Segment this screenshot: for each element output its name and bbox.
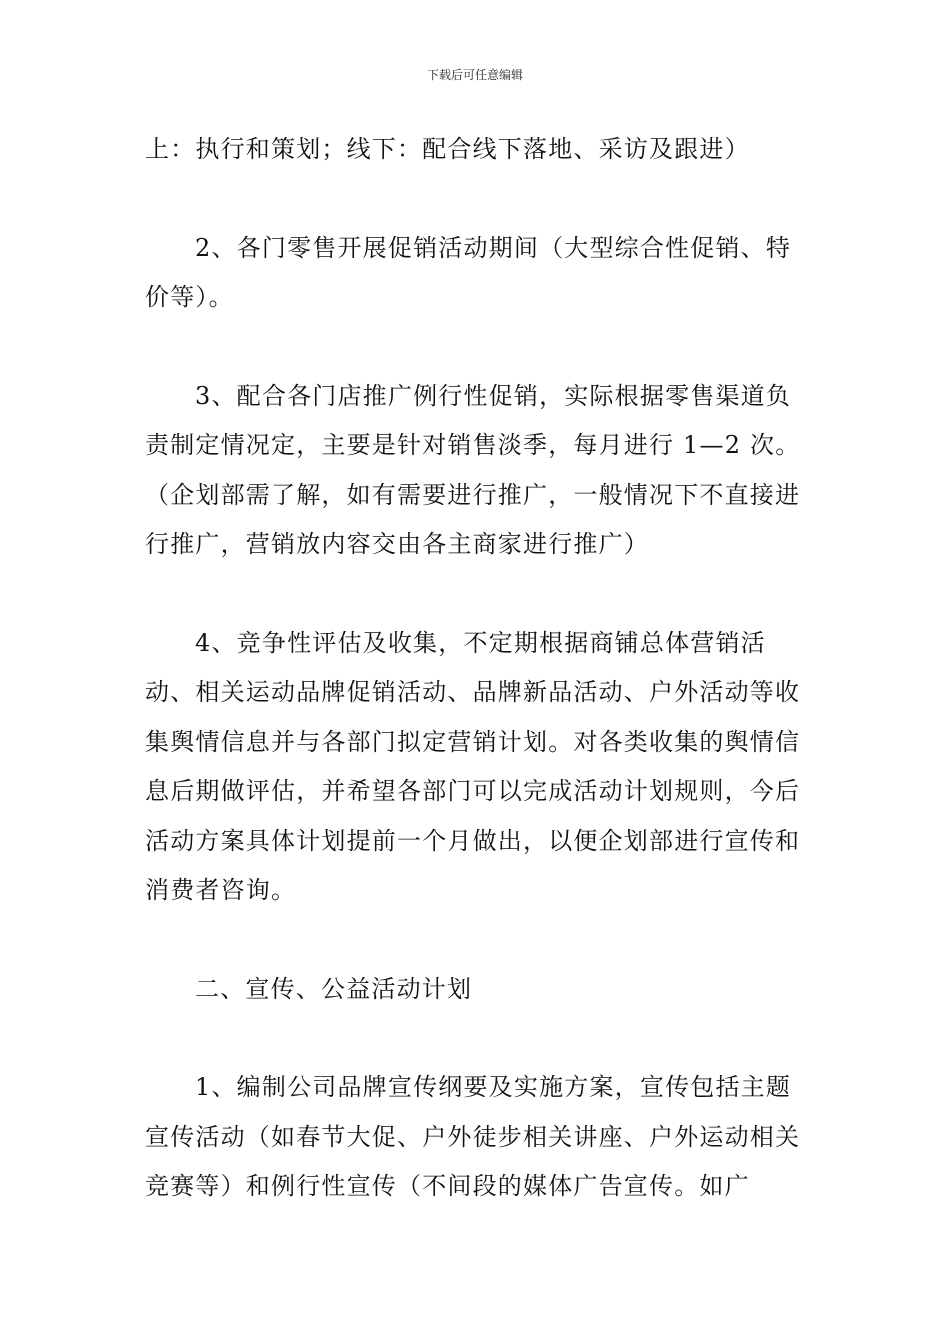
- section-heading: 二、宣传、公益活动计划: [195, 974, 473, 1003]
- paragraph-item-3: 3、配合各门店推广例行性促销，实际根据零售渠道负责制定情况定，主要是针对销售淡季，每月进行 1—2 次。（企划部需了解，如有需要进行推广，一般情况下不直接进行推广，营销放内容交由各主商家进行推广）: [145, 381, 801, 558]
- page-header: 下载后可任意编辑: [426, 68, 523, 82]
- document-body: [145, 125, 810, 1212]
- paragraph-item-2: 2、各门零售开展促销活动期间（大型综合性促销、特价等）。: [145, 233, 792, 311]
- paragraph-continuation: 上：执行和策划；线下：配合线下落地、采访及跟进）: [145, 135, 750, 163]
- paragraph-item-4: 4、竞争性评估及收集，不定期根据商铺总体营销活动、相关运动品牌促销活动、品牌新品活动、户外活动等收集舆情信息并与各部门拟定营销计划。对各类收集的舆情信息后期做评估，并希望各部门可以完成活动计划规则，今后活动方案具体计划提前一个月做出，以便企划部进行宣传和消费者咨询。: [145, 628, 801, 904]
- paragraph-item-1: 1、编制公司品牌宣传纲要及实施方案，宣传包括主题宣传活动（如春节大促、户外徒步相关讲座、户外运动相关竞赛等）和例行性宣传（不间段的媒体广告宣传。如广: [145, 1073, 801, 1200]
